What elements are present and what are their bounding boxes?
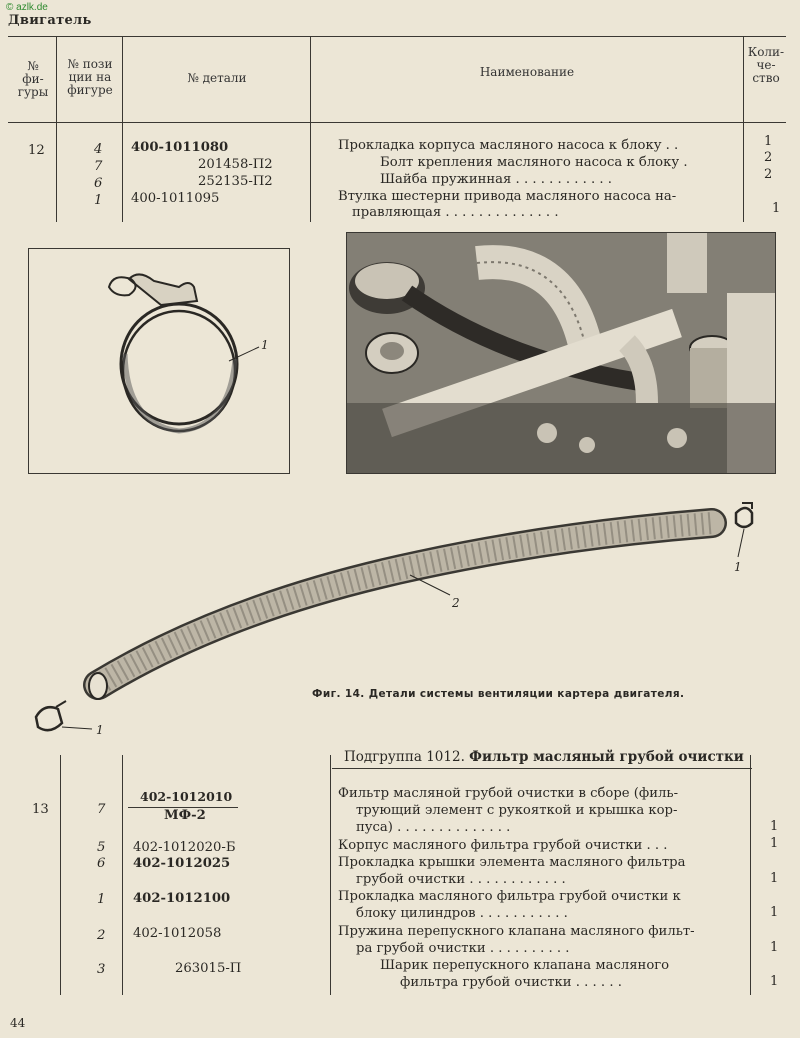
- part-name: Пружина перепускного клапана масляного фильт-: [338, 924, 695, 939]
- part-name: Прокладка корпуса масляного насоса к блоку . .: [338, 138, 679, 153]
- part-number: 263015-П: [175, 961, 242, 976]
- quantity: 1: [770, 974, 779, 989]
- part-name: Шарик перепускного клапана масляного: [380, 958, 670, 973]
- part-number: 400-1011095: [131, 191, 220, 206]
- col-rule: [60, 755, 61, 995]
- part-number: 402-1012020-Б: [133, 840, 236, 855]
- col-header-part: № детали: [187, 71, 247, 85]
- part-name: ра грубой очистки . . . . . . . . . .: [356, 941, 570, 956]
- part-name: Корпус масляного фильтра грубой очистки . . .: [338, 838, 668, 853]
- part-name: Прокладка масляного фильтра грубой очистки к: [338, 889, 681, 904]
- part-number: 252135-П2: [198, 174, 273, 189]
- part-number: 400-1011080: [131, 140, 229, 155]
- col-header-figure: № фи- гуры: [17, 59, 49, 99]
- position-number: 7: [97, 802, 106, 817]
- part-name: блоку цилиндров . . . . . . . . . . .: [356, 906, 568, 921]
- part-name: Шайба пружинная . . . . . . . . . . . .: [380, 172, 612, 187]
- position-number: 1: [94, 193, 103, 208]
- col-rule: [122, 755, 123, 995]
- subgroup-rule: [332, 768, 752, 769]
- clamp-illustration: [28, 248, 290, 474]
- col-rule: [310, 36, 311, 222]
- position-number: 4: [94, 142, 103, 157]
- part-name: Болт крепления масляного насоса к блоку .: [380, 155, 688, 170]
- page-number: 44: [10, 1016, 26, 1030]
- position-number: 1: [97, 892, 106, 907]
- part-name: Прокладка крышки элемента масляного фильтра: [338, 855, 686, 870]
- position-number: 2: [97, 928, 106, 943]
- watermark: © azlk.de: [6, 2, 48, 13]
- quantity: 1: [770, 871, 779, 886]
- callout-label: 1: [96, 723, 104, 737]
- callout-label: 1: [261, 338, 269, 352]
- part-name: грубой очистки . . . . . . . . . . . .: [356, 872, 566, 887]
- part-number-alt: МФ-2: [164, 808, 206, 823]
- table-header-bottom-rule: [8, 122, 786, 123]
- col-header-name: Наименование: [479, 65, 575, 79]
- clamp-drawing: [29, 249, 289, 473]
- quantity: 1: [772, 201, 781, 216]
- subgroup-prefix: Подгруппа 1012.: [344, 749, 465, 765]
- part-name: пуса) . . . . . . . . . . . . . .: [356, 820, 511, 835]
- table-top-rule: [8, 36, 786, 37]
- col-rule: [122, 36, 123, 222]
- col-header-qty: Коли- че- ство: [747, 45, 785, 85]
- subgroup-title: Фильтр масляный грубой очистки: [469, 749, 744, 765]
- col-rule: [330, 755, 331, 995]
- part-number: 402-1012010: [140, 789, 233, 804]
- hose-drawing: [0, 495, 800, 755]
- part-name: трующий элемент с рукояткой и крышка кор-: [356, 803, 678, 818]
- quantity: 1: [770, 836, 779, 851]
- col-header-position: № пози ции на фигуре: [67, 57, 113, 97]
- engine-photo-drawing: [347, 233, 775, 473]
- quantity: 1: [770, 905, 779, 920]
- col-rule: [750, 755, 751, 995]
- callout-label: 2: [452, 596, 460, 610]
- position-number: 6: [97, 856, 106, 871]
- subgroup-heading: [344, 749, 744, 766]
- position-number: 7: [94, 159, 103, 174]
- section-title: Двигатель: [8, 13, 92, 28]
- part-name: Втулка шестерни привода масляного насоса на-: [338, 189, 677, 204]
- quantity: 2: [764, 167, 773, 182]
- callout-label: 1: [734, 560, 742, 574]
- figure-number: 13: [32, 802, 49, 817]
- quantity: 1: [764, 134, 773, 149]
- position-number: 3: [97, 962, 106, 977]
- figure-number: 12: [28, 143, 45, 158]
- engine-photo: [346, 232, 776, 474]
- part-number: 402-1012058: [133, 926, 222, 941]
- position-number: 6: [94, 176, 103, 191]
- quantity: 1: [770, 940, 779, 955]
- position-number: 5: [97, 840, 106, 855]
- part-number: 201458-П2: [198, 157, 273, 172]
- part-number: 402-1012025: [133, 856, 231, 871]
- part-name: фильтра грубой очистки . . . . . .: [400, 975, 622, 990]
- part-name: Фильтр масляной грубой очистки в сборе (филь-: [338, 786, 679, 801]
- part-number: 402-1012100: [133, 891, 231, 906]
- quantity: 1: [770, 819, 779, 834]
- figure-caption: Фиг. 14. Детали системы вентиляции картера двигателя.: [312, 688, 685, 700]
- quantity: 2: [764, 150, 773, 165]
- col-rule: [56, 36, 57, 222]
- part-name: правляющая . . . . . . . . . . . . . .: [352, 205, 559, 220]
